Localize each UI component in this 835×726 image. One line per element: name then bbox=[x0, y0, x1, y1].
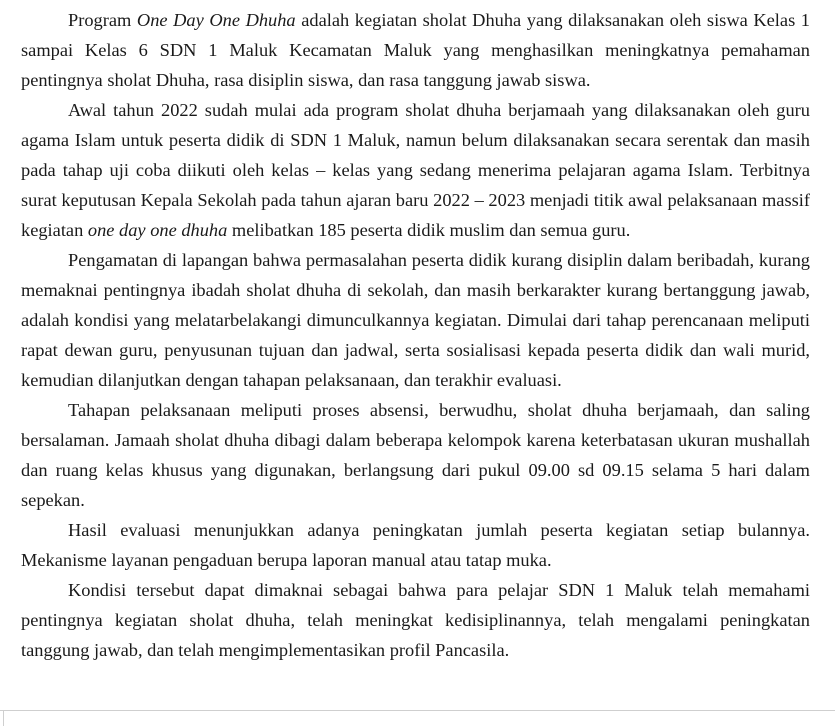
paragraph-5 bbox=[21, 515, 810, 575]
paragraph-2 bbox=[21, 95, 810, 245]
document-body bbox=[21, 5, 810, 665]
paragraph-2-text-a: Awal tahun 2022 sudah mulai ada program sholat dhuha berjamaah yang dilaksanakan oleh guru agama Islam untuk peserta didik di SDN 1 Maluk, namun belum dilaksanakan secara serentak dan masih pada tahap uji coba diikuti oleh kelas – kelas yang sedang menerima pelajaran agama Islam. Terbitnya surat keputusan Kepala Sekolah pada tahun ajaran baru 2022 – 2023 menjadi titik awal pelaksanaan massif kegiatan bbox=[21, 100, 810, 240]
paragraph-1-program-name: One Day One Dhuha bbox=[136, 10, 296, 30]
bottom-border-line bbox=[0, 710, 835, 725]
paragraph-3 bbox=[21, 245, 810, 395]
bottom-border-edge bbox=[3, 711, 4, 726]
paragraph-1-text-a: Program bbox=[68, 10, 137, 30]
paragraph-2-text-b: melibatkan 185 peserta didik muslim dan semua guru. bbox=[227, 220, 631, 240]
paragraph-5-text: Hasil evaluasi menunjukkan adanya peningkatan jumlah peserta kegiatan setiap bulannya. Mekanisme layanan pengaduan berupa laporan manual atau tatap muka. bbox=[21, 520, 810, 570]
paragraph-6-text: Kondisi tersebut dapat dimaknai sebagai bahwa para pelajar SDN 1 Maluk telah memahami pentingnya kegiatan sholat dhuha, telah meningkat kedisiplinannya, telah mengalami peningkatan tanggung jawab, dan telah mengimplementasikan profil Pancasila. bbox=[21, 580, 810, 660]
paragraph-6 bbox=[21, 575, 810, 665]
paragraph-4 bbox=[21, 395, 810, 515]
paragraph-4-text: Tahapan pelaksanaan meliputi proses absensi, berwudhu, sholat dhuha berjamaah, dan saling bersalaman. Jamaah sholat dhuha dibagi dalam beberapa kelompok karena keterbatasan ukuran mushallah dan ruang kelas khusus yang digunakan, berlangsung dari pukul 09.00 sd 09.15 selama 5 hari dalam sepekan. bbox=[21, 400, 810, 510]
paragraph-3-text: Pengamatan di lapangan bahwa permasalahan peserta didik kurang disiplin dalam beribadah, kurang memaknai pentingnya ibadah sholat dhuha di sekolah, dan masih berkarakter kurang bertanggung jawab, adalah kondisi yang melatarbelakangi dimunculkannya kegiatan. Dimulai dari tahap perencanaan meliputi rapat dewan guru, penyusunan tujuan dan jadwal, serta sosialisasi kepada peserta didik dan wali murid, kemudian dilanjutkan dengan tahapan pelaksanaan, dan terakhir evaluasi. bbox=[21, 250, 810, 390]
paragraph-2-program-name: one day one dhuha bbox=[87, 220, 228, 240]
paragraph-1-text-b: adalah kegiatan sholat Dhuha yang dilaksanakan oleh siswa Kelas 1 sampai Kelas 6 SDN 1 Maluk Kecamatan Maluk yang menghasilkan meningkatnya pemahaman pentingnya sholat Dhuha, rasa disiplin siswa, dan rasa tanggung jawab siswa. bbox=[21, 10, 810, 90]
paragraph-1 bbox=[21, 5, 810, 95]
